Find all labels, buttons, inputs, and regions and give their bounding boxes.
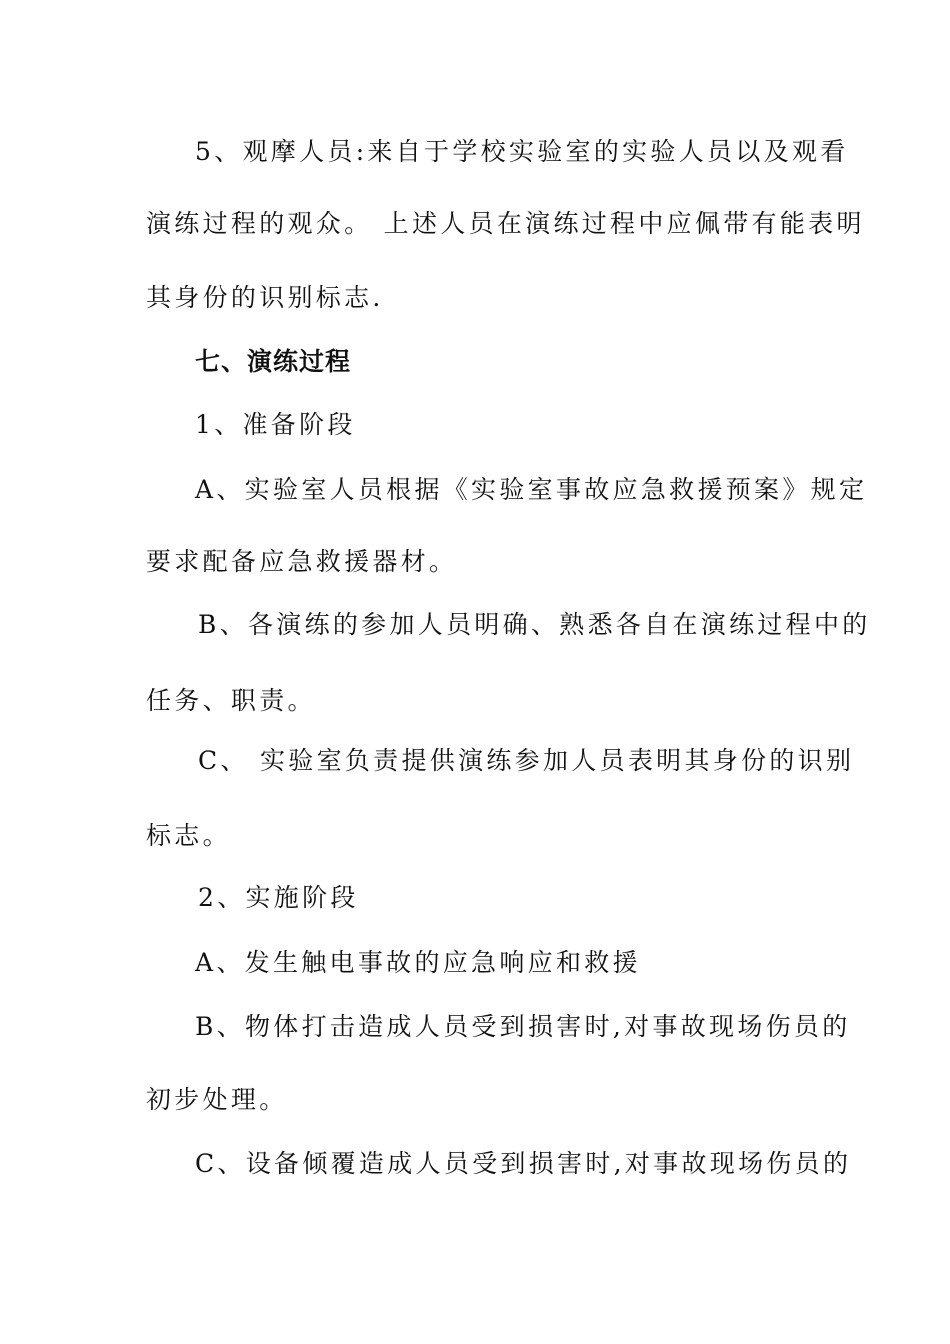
paragraph-observers-line-3: 其身份的识别标志. xyxy=(146,283,384,312)
subheading-implementation-stage: 2、实施阶段 xyxy=(198,883,359,912)
item-prep-a-line-2: 要求配备应急救援器材。 xyxy=(146,547,458,576)
item-impl-b-line-1: B、物体打击造成人员受到损害时,对事故现场伤员的 xyxy=(195,1012,851,1041)
paragraph-observers-line-1: 5、观摩人员:来自于学校实验室的实验人员以及观看 xyxy=(195,137,849,166)
item-prep-b-line-2: 任务、职责。 xyxy=(146,686,316,715)
item-impl-c-line-1: C、设备倾覆造成人员受到损害时,对事故现场伤员的 xyxy=(195,1149,852,1178)
item-prep-c-line-1: C、 实验室负责提供演练参加人员表明其身份的识别 xyxy=(198,746,855,775)
section-heading-drill-process: 七、演练过程 xyxy=(195,347,352,376)
item-impl-b-line-2: 初步处理。 xyxy=(146,1085,288,1114)
subheading-preparation-stage: 1、准备阶段 xyxy=(195,410,356,439)
item-prep-c-line-2: 标志。 xyxy=(146,821,231,850)
item-impl-a: A、发生触电事故的应急响应和救援 xyxy=(195,948,641,977)
item-prep-b-line-1: B、各演练的参加人员明确、熟悉各自在演练过程中的 xyxy=(198,610,871,639)
item-prep-a-line-1: A、实验室人员根据《实验室事故应急救援预案》规定 xyxy=(195,475,868,504)
paragraph-observers-line-2: 演练过程的观众。 上述人员在演练过程中应佩带有能表明 xyxy=(146,209,865,238)
